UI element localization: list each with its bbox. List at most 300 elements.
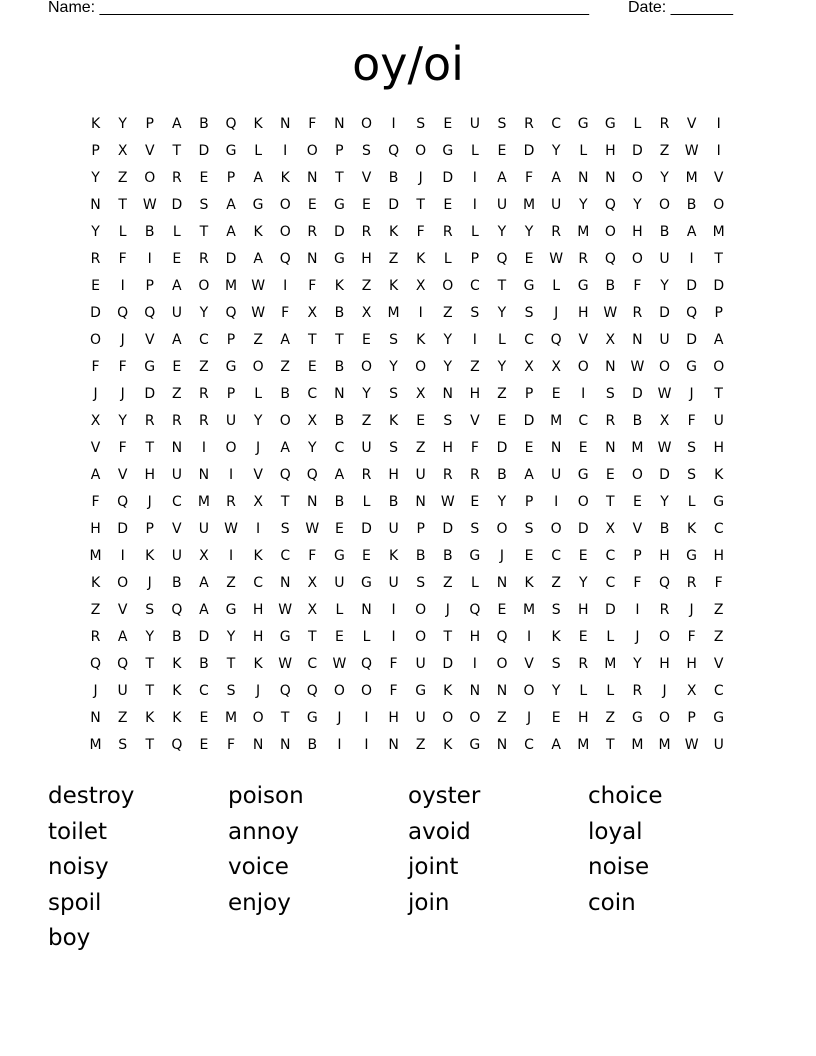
grid-letter: B	[334, 494, 345, 510]
grid-letter: R	[659, 602, 670, 618]
grid-letter: L	[335, 602, 344, 618]
grid-letter: Y	[497, 224, 507, 240]
grid-letter: Y	[362, 386, 371, 402]
grid-letter: Y	[497, 359, 507, 375]
grid-letter: A	[497, 170, 507, 186]
word-bank-item: voice	[228, 854, 289, 881]
grid-letter: G	[225, 602, 237, 618]
grid-letter: A	[253, 170, 263, 186]
grid-letter: O	[252, 359, 264, 375]
grid-letter: D	[90, 305, 101, 321]
grid-letter: N	[279, 575, 291, 591]
grid-letter: G	[577, 116, 589, 132]
grid-letter: S	[443, 413, 453, 429]
grid-letter: M	[387, 305, 400, 321]
grid-letter: N	[605, 170, 616, 186]
grid-letter: Z	[280, 359, 290, 375]
grid-letter: J	[256, 683, 261, 699]
grid-letter: I	[526, 629, 532, 645]
grid-letter: Y	[660, 278, 669, 294]
grid-letter: F	[308, 116, 317, 132]
grid-letter: D	[496, 440, 508, 456]
grid-letter: T	[145, 656, 155, 672]
grid-letter: M	[523, 197, 536, 213]
grid-letter: Z	[605, 710, 616, 726]
grid-letter: I	[472, 170, 477, 186]
grid-letter: S	[687, 467, 697, 483]
grid-letter: S	[280, 521, 290, 537]
grid-letter: L	[362, 629, 371, 645]
grid-letter: Y	[497, 305, 507, 321]
grid-letter: I	[283, 278, 288, 294]
grid-letter: O	[713, 359, 725, 375]
grid-letter: M	[224, 278, 238, 294]
grid-letter: I	[472, 332, 477, 348]
grid-letter: K	[334, 278, 344, 294]
grid-letter: X	[199, 548, 209, 564]
grid-letter: Y	[524, 224, 534, 240]
grid-letter: B	[497, 467, 507, 483]
grid-letter: Q	[469, 602, 481, 618]
grid-letter: E	[632, 494, 642, 510]
grid-letter: M	[685, 170, 698, 186]
grid-letter: W	[630, 359, 645, 375]
grid-letter: U	[415, 656, 426, 672]
grid-letter: E	[497, 413, 507, 429]
grid-letter: I	[120, 278, 125, 294]
grid-letter: U	[198, 521, 210, 537]
grid-letter: U	[171, 467, 182, 483]
grid-letter: J	[120, 386, 125, 402]
grid-letter: S	[389, 332, 399, 348]
grid-letter: F	[687, 629, 696, 645]
grid-letter: U	[171, 305, 182, 321]
grid-letter: I	[554, 494, 559, 510]
grid-letter: E	[605, 467, 615, 483]
grid-letter: R	[171, 413, 182, 429]
grid-letter: X	[524, 359, 534, 375]
grid-letter: F	[118, 251, 127, 267]
word-bank-item: noise	[588, 854, 650, 881]
grid-letter: Y	[660, 494, 669, 510]
grid-letter: D	[361, 521, 372, 537]
grid-letter: E	[307, 359, 317, 375]
grid-letter: E	[524, 440, 534, 456]
grid-letter: Q	[279, 467, 291, 483]
grid-letter: A	[199, 602, 209, 618]
grid-letter: O	[550, 521, 562, 537]
grid-letter: I	[201, 440, 206, 456]
grid-letter: O	[523, 683, 535, 699]
grid-letter: T	[714, 386, 723, 402]
grid-letter: H	[361, 251, 372, 267]
grid-letter: L	[552, 278, 561, 294]
grid-letter: H	[577, 305, 589, 321]
grid-letter: E	[470, 494, 480, 510]
grid-letter: U	[659, 251, 670, 267]
grid-letter: P	[226, 170, 236, 186]
grid-letter: M	[577, 737, 590, 753]
grid-letter: M	[197, 494, 210, 510]
grid-letter: R	[442, 467, 453, 483]
grid-letter: D	[334, 224, 345, 240]
grid-letter: B	[605, 278, 616, 294]
grid-letter: O	[117, 575, 129, 591]
grid-letter: R	[144, 413, 155, 429]
grid-letter: C	[307, 386, 318, 402]
grid-letter: I	[472, 656, 477, 672]
grid-letter: V	[117, 467, 128, 483]
grid-letter: J	[93, 683, 98, 699]
word-bank-item: choice	[588, 783, 663, 809]
grid-letter: T	[714, 251, 723, 267]
grid-letter: E	[551, 710, 561, 726]
word-bank-item: oyster	[408, 783, 481, 809]
grid-letter: W	[684, 737, 699, 753]
grid-letter: T	[280, 710, 290, 726]
grid-letter: F	[687, 413, 696, 429]
grid-letter: F	[525, 170, 534, 186]
grid-letter: F	[91, 494, 100, 510]
grid-letter: G	[333, 548, 345, 564]
grid-letter: Y	[226, 629, 236, 645]
grid-letter: K	[253, 548, 263, 564]
grid-letter: O	[415, 359, 427, 375]
name-field[interactable]: Name: _______________________________________________________	[48, 0, 589, 16]
grid-letter: K	[551, 629, 561, 645]
grid-letter: T	[606, 494, 615, 510]
grid-letter: S	[551, 602, 561, 618]
grid-letter: Q	[279, 683, 291, 699]
word-bank-item: joint	[408, 854, 459, 881]
grid-letter: T	[308, 629, 317, 645]
grid-letter: H	[686, 656, 697, 672]
grid-letter: G	[252, 197, 264, 213]
grid-letter: F	[226, 737, 236, 753]
grid-letter: B	[199, 116, 209, 132]
grid-letter: C	[578, 413, 589, 429]
grid-letter: S	[497, 116, 507, 132]
grid-letter: V	[632, 521, 643, 537]
grid-letter: U	[713, 413, 724, 429]
grid-letter: I	[228, 467, 234, 483]
grid-letter: Z	[117, 170, 128, 186]
grid-letter: S	[416, 575, 426, 591]
grid-letter: E	[91, 278, 100, 294]
grid-letter: C	[524, 332, 534, 348]
grid-letter: A	[334, 467, 345, 483]
grid-letter: D	[686, 332, 697, 348]
grid-letter: W	[603, 305, 618, 321]
grid-letter: X	[605, 521, 616, 537]
word-bank-item: enjoy	[228, 889, 291, 916]
grid-letter: P	[226, 386, 236, 402]
grid-letter: D	[686, 278, 697, 294]
grid-letter: S	[389, 386, 399, 402]
word-search-grid	[82, 111, 734, 759]
grid-letter: I	[120, 548, 125, 564]
grid-letter: P	[91, 143, 100, 159]
grid-letter: E	[443, 116, 453, 132]
grid-letter: Q	[388, 143, 400, 159]
grid-letter: G	[604, 116, 616, 132]
grid-letter: Z	[551, 575, 561, 591]
grid-letter: L	[606, 629, 615, 645]
grid-letter: P	[145, 116, 154, 132]
grid-letter: J	[689, 602, 694, 618]
grid-letter: N	[334, 116, 345, 132]
grid-letter: U	[361, 440, 372, 456]
grid-letter: D	[632, 386, 643, 402]
grid-letter: H	[388, 467, 399, 483]
grid-letter: W	[142, 197, 157, 213]
grid-letter: E	[416, 413, 426, 429]
grid-letter: R	[226, 494, 236, 510]
grid-letter: D	[659, 305, 670, 321]
grid-letter: S	[524, 305, 534, 321]
grid-letter: D	[225, 251, 237, 267]
grid-letter: J	[499, 548, 505, 564]
grid-letter: E	[362, 332, 371, 348]
grid-letter: T	[416, 197, 425, 213]
grid-letter: Q	[90, 656, 102, 672]
grid-letter: O	[713, 197, 725, 213]
grid-letter: Q	[550, 332, 562, 348]
grid-letter: B	[334, 305, 345, 321]
date-field[interactable]: Date: _______	[628, 0, 733, 16]
grid-letter: H	[442, 440, 454, 456]
grid-letter: N	[605, 359, 616, 375]
grid-letter: I	[391, 629, 396, 645]
grid-letter: U	[388, 521, 399, 537]
grid-letter: Y	[633, 656, 642, 672]
word-bank-item: noisy	[48, 854, 109, 881]
grid-letter: B	[307, 737, 318, 753]
grid-letter: G	[361, 575, 372, 591]
grid-letter: B	[172, 629, 182, 645]
grid-letter: F	[91, 359, 100, 375]
grid-letter: M	[89, 737, 102, 753]
grid-letter: Q	[144, 305, 156, 321]
grid-letter: O	[442, 710, 454, 726]
grid-letter: E	[334, 629, 344, 645]
grid-letter: A	[117, 629, 128, 645]
grid-letter: I	[689, 251, 694, 267]
grid-letter: O	[144, 170, 156, 186]
grid-letter: N	[550, 440, 562, 456]
grid-letter: O	[252, 710, 264, 726]
grid-letter: X	[307, 575, 318, 591]
grid-letter: K	[687, 521, 697, 537]
grid-letter: O	[469, 710, 481, 726]
grid-letter: X	[117, 143, 128, 159]
grid-letter: N	[334, 386, 345, 402]
grid-letter: C	[280, 548, 291, 564]
grid-letter: B	[388, 494, 399, 510]
grid-letter: D	[577, 521, 589, 537]
grid-letter: F	[308, 548, 317, 564]
grid-letter: W	[440, 494, 455, 510]
grid-letter: Y	[497, 494, 507, 510]
grid-letter: R	[361, 467, 372, 483]
grid-letter: O	[659, 629, 671, 645]
grid-letter: Q	[604, 197, 616, 213]
grid-letter: A	[280, 332, 290, 348]
grid-letter: O	[279, 413, 291, 429]
grid-letter: Y	[551, 143, 561, 159]
grid-letter: O	[90, 332, 102, 348]
grid-letter: I	[418, 305, 423, 321]
grid-letter: Q	[117, 305, 129, 321]
grid-letter: B	[172, 575, 182, 591]
grid-letter: T	[335, 170, 344, 186]
grid-letter: S	[524, 521, 534, 537]
grid-letter: Z	[442, 575, 453, 591]
grid-letter: K	[145, 710, 155, 726]
grid-letter: F	[633, 278, 642, 294]
grid-letter: T	[226, 656, 236, 672]
grid-letter: D	[713, 278, 725, 294]
grid-letter: N	[577, 170, 589, 186]
grid-letter: O	[577, 359, 589, 375]
grid-letter: R	[578, 656, 589, 672]
grid-letter: J	[120, 332, 125, 348]
grid-letter: K	[416, 251, 426, 267]
grid-letter: X	[686, 683, 697, 699]
grid-letter: Y	[308, 440, 317, 456]
grid-letter: Q	[225, 116, 237, 132]
grid-letter: T	[145, 440, 155, 456]
grid-letter: V	[470, 413, 480, 429]
grid-letter: Q	[306, 683, 318, 699]
grid-letter: G	[686, 359, 698, 375]
grid-letter: K	[388, 548, 399, 564]
grid-letter: U	[117, 683, 128, 699]
grid-letter: P	[714, 305, 723, 321]
grid-letter: R	[199, 386, 209, 402]
grid-letter: J	[635, 629, 640, 645]
grid-letter: I	[283, 143, 288, 159]
grid-letter: J	[526, 710, 532, 726]
grid-letter: R	[307, 224, 318, 240]
grid-letter: Z	[226, 575, 236, 591]
grid-letter: L	[470, 224, 479, 240]
grid-letter: E	[551, 386, 561, 402]
grid-letter: B	[686, 197, 697, 213]
grid-letter: J	[147, 494, 152, 510]
grid-letter: Y	[389, 359, 398, 375]
grid-letter: R	[524, 116, 534, 132]
grid-letter: X	[551, 359, 561, 375]
grid-letter: V	[713, 656, 724, 672]
word-bank-item: boy	[48, 925, 91, 952]
grid-letter: K	[388, 224, 399, 240]
grid-letter: B	[280, 386, 290, 402]
grid-letter: P	[524, 494, 534, 510]
grid-letter: F	[118, 440, 127, 456]
grid-letter: E	[334, 521, 344, 537]
grid-letter: G	[577, 278, 589, 294]
grid-letter: S	[470, 305, 480, 321]
grid-letter: Q	[117, 656, 129, 672]
grid-letter: O	[360, 359, 372, 375]
grid-letter: G	[144, 359, 156, 375]
grid-letter: Z	[659, 143, 670, 159]
grid-letter: K	[280, 170, 290, 186]
grid-letter: O	[659, 710, 671, 726]
grid-letter: S	[362, 143, 371, 159]
word-bank-item: toilet	[48, 818, 108, 845]
grid-letter: P	[145, 521, 154, 537]
grid-letter: O	[496, 521, 508, 537]
grid-letter: Y	[633, 197, 642, 213]
grid-letter: R	[578, 251, 589, 267]
grid-letter: A	[280, 440, 290, 456]
grid-letter: K	[253, 116, 263, 132]
grid-letter: A	[199, 575, 209, 591]
grid-letter: V	[713, 170, 724, 186]
grid-letter: D	[442, 521, 454, 537]
grid-letter: M	[523, 602, 536, 618]
grid-letter: H	[713, 548, 724, 564]
grid-letter: W	[305, 521, 320, 537]
grid-letter: N	[496, 683, 508, 699]
grid-letter: S	[551, 656, 561, 672]
grid-letter: Y	[443, 332, 453, 348]
grid-letter: Q	[360, 656, 372, 672]
word-bank-item: avoid	[408, 818, 471, 845]
grid-letter: Q	[496, 251, 508, 267]
grid-letter: I	[716, 116, 721, 132]
grid-letter: L	[118, 224, 127, 240]
grid-letter: F	[633, 575, 642, 591]
grid-letter: T	[335, 332, 344, 348]
grid-letter: E	[497, 602, 507, 618]
page-title: oy/oi	[352, 37, 464, 91]
grid-letter: Z	[361, 413, 372, 429]
grid-letter: O	[604, 224, 616, 240]
grid-letter: O	[496, 656, 508, 672]
grid-letter: A	[172, 332, 182, 348]
grid-letter: O	[577, 494, 589, 510]
grid-letter: I	[635, 602, 640, 618]
grid-letter: R	[90, 629, 101, 645]
grid-letter: G	[713, 494, 725, 510]
grid-letter: V	[117, 602, 128, 618]
grid-letter: A	[172, 116, 182, 132]
grid-letter: M	[550, 413, 563, 429]
grid-letter: C	[334, 440, 345, 456]
grid-letter: V	[144, 332, 155, 348]
grid-letter: C	[199, 683, 209, 699]
grid-letter: Z	[713, 602, 724, 618]
grid-letter: Y	[578, 197, 588, 213]
grid-letter: F	[416, 224, 425, 240]
grid-letter: T	[497, 278, 507, 294]
grid-letter: L	[470, 575, 479, 591]
grid-letter: E	[443, 197, 453, 213]
grid-letter: N	[279, 116, 291, 132]
grid-letter: F	[389, 683, 398, 699]
grid-letter: L	[579, 143, 588, 159]
grid-letter: I	[716, 143, 721, 159]
grid-letter: I	[228, 548, 234, 564]
grid-letter: I	[391, 602, 396, 618]
grid-letter: C	[551, 116, 562, 132]
grid-letter: E	[524, 251, 534, 267]
grid-letter: O	[333, 683, 345, 699]
grid-letter: B	[659, 521, 670, 537]
